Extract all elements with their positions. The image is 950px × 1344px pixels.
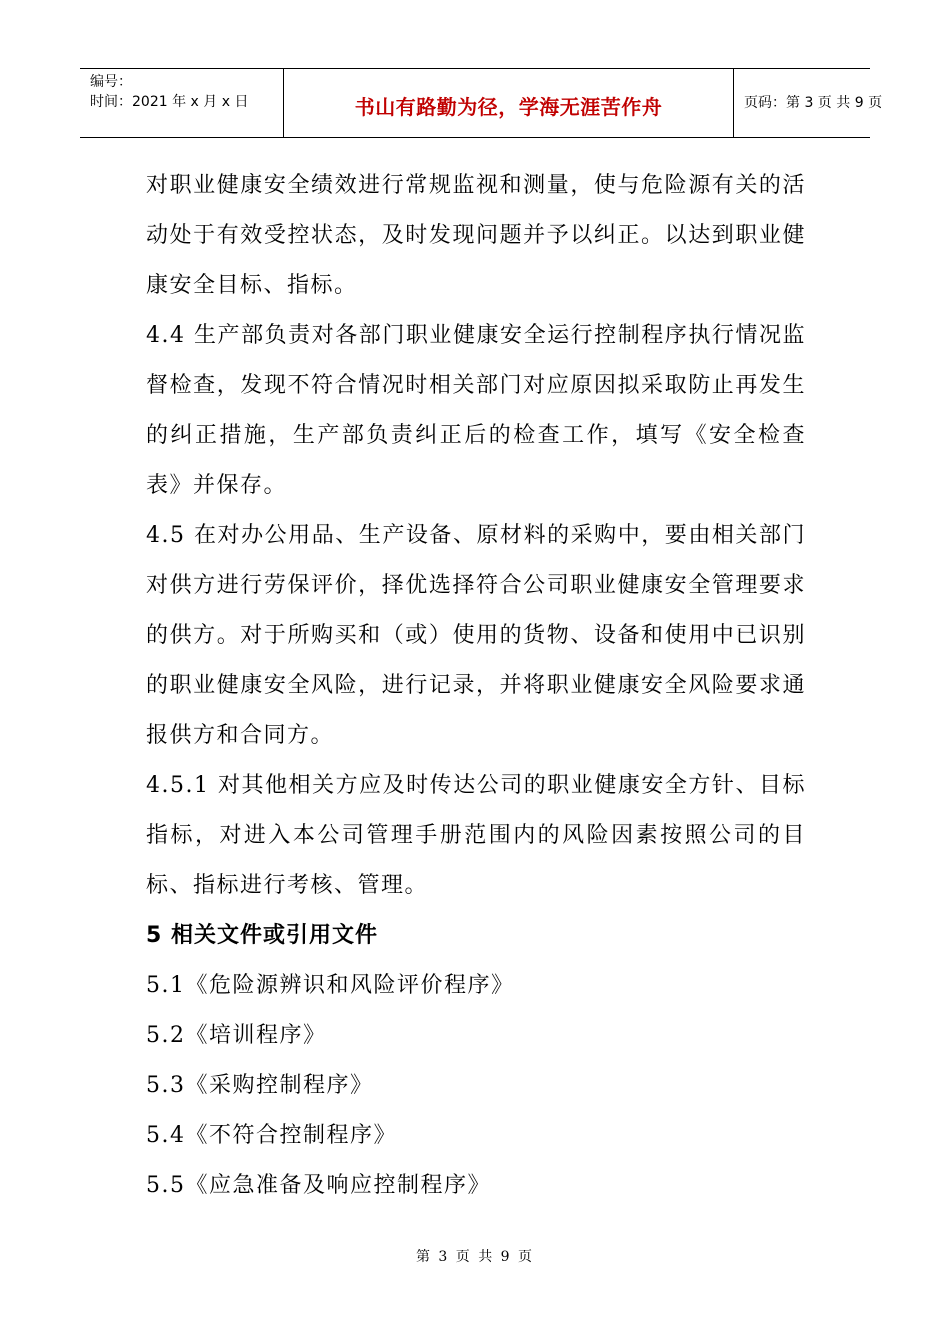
header-left-cell [80, 69, 284, 137]
document-date-label: 时间：2021 年 x 月 x 日 [90, 94, 249, 110]
reference-item: 5.5《应急准备及响应控制程序》 [146, 1173, 491, 1198]
header-middle-cell [284, 69, 734, 137]
reference-item: 5.4《不符合控制程序》 [146, 1123, 397, 1148]
reference-item: 5.2《培训程序》 [146, 1023, 327, 1048]
paragraph-4-4: 4.4 生产部负责对各部门职业健康安全运行控制程序执行情况监督检查，发现不符合情况时相关部门对应原因拟采取防止再发生的纠正措施，生产部负责纠正后的检查工作，填写《安全检查表》并保存。 [146, 323, 806, 498]
paragraph-4-5-1: 4.5.1 对其他相关方应及时传达公司的职业健康安全方针、目标指标，对进入本公司管理手册范围内的风险因素按照公司的目标、指标进行考核、管理。 [146, 773, 806, 898]
header-right-cell [734, 69, 883, 137]
page-footer: 第 3 页 共 9 页 [415, 1249, 535, 1265]
header-motto: 书山有路勤为径，学海无涯苦作舟 [354, 95, 663, 119]
paragraph-4-5: 4.5 在对办公用品、生产设备、原材料的采购中，要由相关部门对供方进行劳保评价，择优选择符合公司职业健康安全管理要求的供方。对于所购买和（或）使用的货物、设备和使用中已识别的职业健康安全风险，进行记录，并将职业健康安全风险要求通报供方和合同方。 [146, 523, 806, 748]
section-heading: 5 相关文件或引用文件 [146, 923, 378, 948]
document-number-label: 编号： [90, 74, 132, 90]
document-body [146, 161, 806, 1211]
reference-item: 5.1《危险源辨识和风险评价程序》 [146, 973, 515, 998]
document-header [80, 68, 883, 138]
reference-item: 5.3《采购控制程序》 [146, 1073, 374, 1098]
paragraph-monitoring: 对职业健康安全绩效进行常规监视和测量，使与危险源有关的活动处于有效受控状态，及时发现问题并予以纠正。以达到职业健康安全目标、指标。 [146, 173, 806, 298]
header-page-info: 页码：第 3 页 共 9 页 [744, 95, 883, 111]
